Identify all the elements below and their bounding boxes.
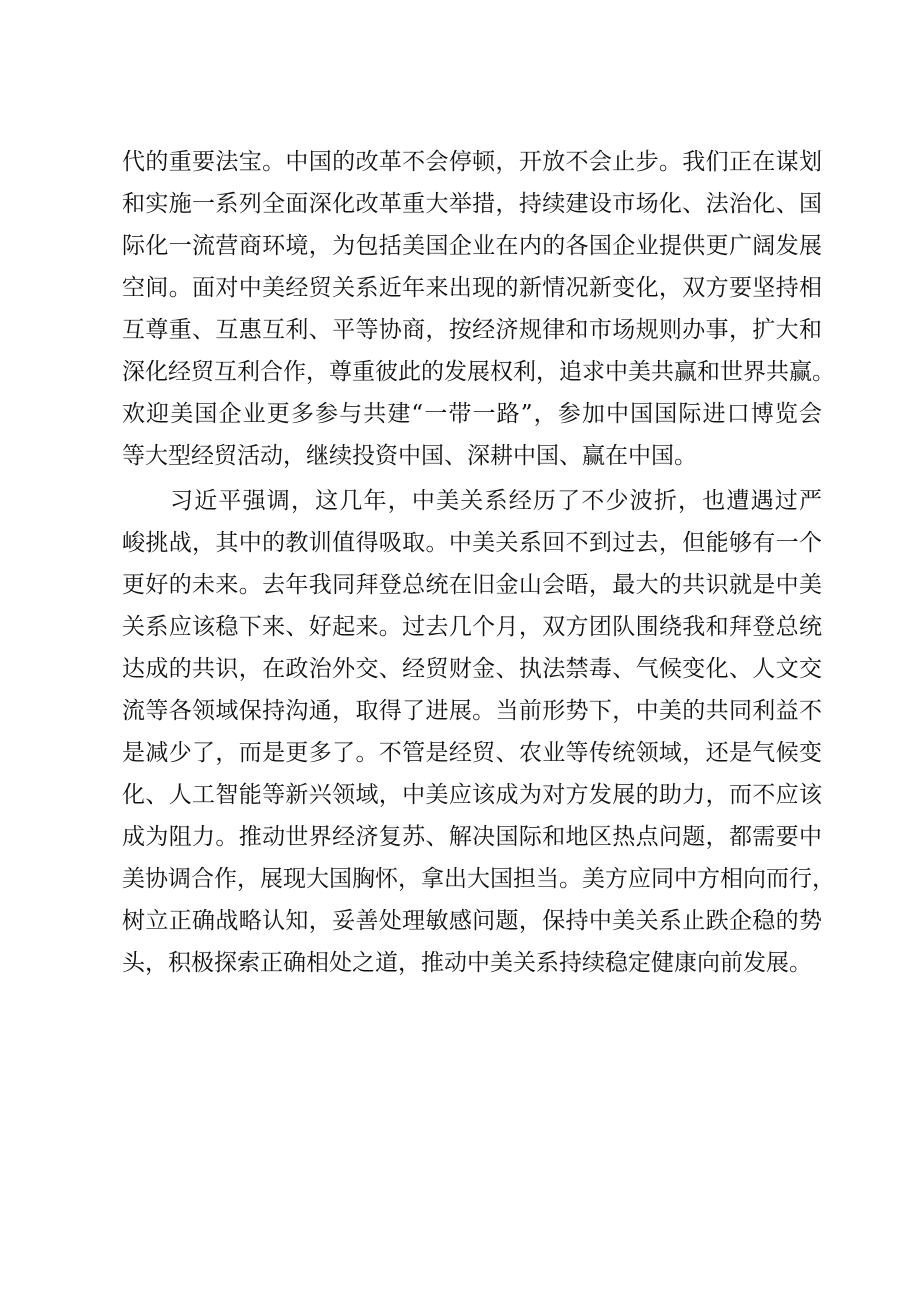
- paragraph-2-line-11: 树立正确战略认知，妥善处理敏感问题，保持中美关系止跌企稳的势: [122, 908, 822, 934]
- paragraph-2-line-4: 关系应该稳下来、好起来。过去几个月，双方团队围绕我和拜登总统: [122, 614, 822, 640]
- paragraph-2-line-3: 更好的未来。去年我同拜登总统在旧金山会晤，最大的共识就是中美: [122, 572, 822, 598]
- paragraph-2-line-2: 峻挑战，其中的教训值得吸取。中美关系回不到过去，但能够有一个: [122, 530, 822, 556]
- paragraph-1-line-2: 和实施一系列全面深化改革重大举措，持续建设市场化、法治化、国: [122, 191, 822, 217]
- paragraph-1-line-8: 等大型经贸活动，继续投资中国、深耕中国、赢在中国。: [122, 443, 697, 469]
- paragraph-1-line-6: 深化经贸互利合作，尊重彼此的发展权利，追求中美共赢和世界共赢。: [122, 359, 835, 385]
- paragraph-2-line-5: 达成的共识，在政治外交、经贸财金、执法禁毒、气候变化、人文交: [122, 656, 822, 682]
- paragraph-2-line-1: 习近平强调，这几年，中美关系经历了不少波折，也遭遇过严: [170, 488, 822, 514]
- paragraph-1-line-7: 欢迎美国企业更多参与共建“一带一路”，参加中国国际进口博览会: [122, 401, 822, 427]
- paragraph-2-line-7: 是减少了，而是更多了。不管是经贸、农业等传统领域，还是气候变: [122, 740, 822, 766]
- paragraph-2-line-12: 头，积极探索正确相处之道，推动中美关系持续稳定健康向前发展。: [122, 950, 812, 976]
- paragraph-2-line-10: 美协调合作，展现大国胸怀，拿出大国担当。美方应同中方相向而行，: [122, 866, 835, 892]
- paragraph-1-line-4: 空间。面对中美经贸关系近年来出现的新情况新变化，双方要坚持相: [122, 275, 822, 301]
- paragraph-1-line-5: 互尊重、互惠互利、平等协商，按经济规律和市场规则办事，扩大和: [122, 317, 822, 343]
- paragraph-1-line-3: 际化一流营商环境，为包括美国企业在内的各国企业提供更广阔发展: [122, 233, 822, 259]
- paragraph-2-line-6: 流等各领域保持沟通，取得了进展。当前形势下，中美的共同利益不: [122, 698, 822, 724]
- paragraph-2-line-9: 成为阻力。推动世界经济复苏、解决国际和地区热点问题，都需要中: [122, 824, 822, 850]
- paragraph-2-line-8: 化、人工智能等新兴领域，中美应该成为对方发展的助力，而不应该: [122, 782, 822, 808]
- article-body: [122, 141, 835, 984]
- paragraph-1-line-1: 代的重要法宝。中国的改革不会停顿，开放不会止步。我们正在谋划: [122, 149, 822, 175]
